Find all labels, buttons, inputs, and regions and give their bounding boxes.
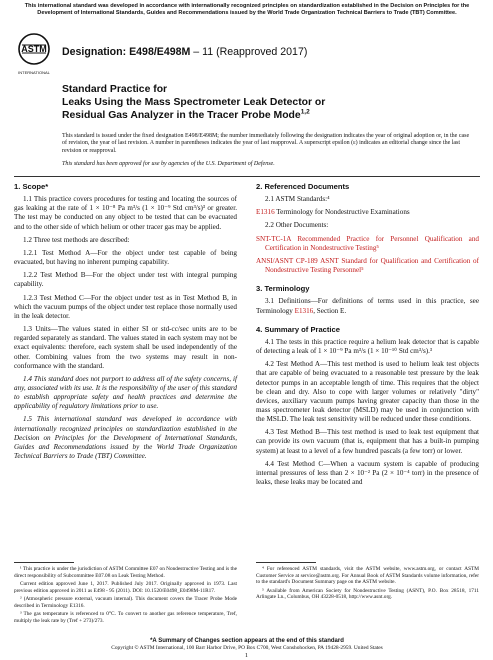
para-1-3: 1.3 Units—The values stated in either SI or std-cc/sec units are to be regarded separately as standard. The values stated in each system may not be exact equivalents: therefore, each system shall be used independently of the other. Combining values from the two systems may result in non-conformance with the standard. <box>14 325 237 370</box>
footnotes-left <box>14 566 237 626</box>
standard-note: This standard is issued under the fixed designation E498/E498M; the number immediately following the designation indicates the year of original adoption or, in the case of revision, the year of last revision. A number in parentheses indicates the year of last reapproval. A superscript epsilon (ε) indicates an editorial change since the last revision or reapproval. <box>62 133 470 154</box>
designation-suffix: – 11 (Reapproved 2017) <box>190 46 308 58</box>
footnote-divider-right <box>256 562 316 563</box>
approved-note: This standard has been approved for use by agencies of the U.S. Department of Defense. <box>62 161 275 167</box>
ref-e1316-title: Terminology for Nondestructive Examinations <box>274 208 410 217</box>
ref-ansi <box>256 257 479 275</box>
header-divider <box>14 176 480 177</box>
page-number: 1 <box>244 652 249 659</box>
ref-ansi-link[interactable]: ANSI/ASNT CP-189 <box>256 256 318 265</box>
ref-e1316-link[interactable]: E1316 <box>256 208 275 217</box>
top-notice: This international standard was developed in accordance with internationally recognized principles on standardization established in the Decision on Principles for the Development of International Standards, Guides and Recommendations issued by the World Trade Organization Technical Barriers to Trade (TBT) Committee. <box>24 3 470 16</box>
svg-text:INTERNATIONAL: INTERNATIONAL <box>18 70 50 75</box>
svg-text:ASTM: ASTM <box>21 44 47 54</box>
ref-snt-link[interactable]: SNT-TC-1A <box>256 234 292 243</box>
ref-snt-title[interactable]: Recommended Practice for Personnel Qualification and Certification in Nondestructive Testing⁵ <box>265 234 479 252</box>
footnote-divider-left <box>14 562 74 563</box>
footnote-5: ⁵ Available from American Society for Nondestructive Testing (ASNT), P.O. Box 28518, 1711 Arlingate Ln., Columbus, OH 43228-0518, http://www.asnt.org. <box>256 587 479 600</box>
section-heading-terminology: 3. Terminology <box>256 284 310 294</box>
left-column <box>14 182 237 465</box>
para-1-5: 1.5 This international standard was developed in accordance with internationally recognized principles on standardization established in the Decision on Principles for the Development of International Standards, Guides and Recommendations issued by the World Trade Organization Technical Barriers to Trade (TBT) Committee. <box>14 415 237 461</box>
document-title <box>62 83 472 122</box>
para-2-2: 2.2 Other Documents: <box>265 221 329 230</box>
para-1-2-2: 1.2.2 Test Method B—For the object under test with integral pumping capability. <box>14 271 237 289</box>
ref-e1316-inline[interactable]: E1316 <box>294 306 314 315</box>
para-4-4: 4.4 Test Method C—When a vacuum system is capable of producing internal pressures of less than 2 × 10⁻² Pa (2 × 10⁻⁴ torr) in the presence of leaks, these leaks may be located and <box>256 459 479 487</box>
footnote-1b: Current edition approved June 1, 2017. Published July 2017. Originally approved in 1973. Last previous edition approved in 2011 as E498 - 95 (2011). DOI: 10.1520/E0498_E0498M-11R17. <box>14 581 237 594</box>
para-4-1: 4.1 The tests in this practice require a helium leak detector that is capable of detecting a leak of 1 × 10⁻⁹ Pa m³/s (1 × 10⁻¹⁰ Std cm³/s).³ <box>256 337 479 356</box>
footnotes-right <box>256 566 479 603</box>
summary-of-changes-note: *A Summary of Changes section appears at the end of this standard <box>150 638 344 644</box>
footnote-3: ³ The gas temperature is referenced to 0°C. To convert to another gas reference temperature, Tref, multiply the leak rate by (Tref + 273)/273. <box>14 611 237 624</box>
para-3-1 <box>256 297 479 315</box>
para-1-2-3: 1.2.3 Test Method C—For the object under test as in Test Method B, in which the vacuum pumps of the object under test replace those normally used in the leak detector. <box>14 293 237 320</box>
astm-logo <box>14 32 54 78</box>
section-heading-scope: 1. Scope* <box>14 182 49 191</box>
para-1-4: 1.4 This standard does not purport to address all of the safety concerns, if any, associated with its use. It is the responsibility of the user of this standard to establish appropriate safety and health practices and determine the applicability of regulatory limitations prior to use. <box>14 374 237 411</box>
ref-e1316 <box>256 208 479 217</box>
title-line-3-text: Residual Gas Analyzer in the Tracer Probe Mode <box>62 110 301 121</box>
section-heading-summary: 4. Summary of Practice <box>256 324 340 334</box>
designation <box>62 46 307 58</box>
section-heading-referenced-documents: 2. Referenced Documents <box>256 182 350 191</box>
para-3-1-end: , Section E. <box>313 306 347 315</box>
para-3-1-text: 3.1 Definitions—For definitions of terms used in this practice, see Terminology <box>256 297 479 315</box>
designation-label: Designation: E498/E498M <box>62 46 191 58</box>
ref-snt <box>256 235 479 253</box>
footnote-2: ² (Atmospheric pressure external, vacuum internal). This document covers the Tracer Probe Mode described in Terminology E1316. <box>14 596 237 609</box>
para-1-2: 1.2 Three test methods are described: <box>23 235 130 244</box>
footnote-4: ⁴ For referenced ASTM standards, visit the ASTM website, www.astm.org, or contact ASTM Customer Service at service@astm.org. For Annual Book of ASTM Standards volume information, refer to the standard's Document Summary page on the ASTM website. <box>256 566 479 585</box>
right-column <box>256 182 479 491</box>
ref-ansi-title[interactable]: ASNT Standard for Qualification and Certification of Nondestructive Testing Personnel⁵ <box>265 256 479 275</box>
footnote-1: ¹ This practice is under the jurisdiction of ASTM Committee E07 on Nondestructive Testing and is the direct responsibility of Subcommittee E07.08 on Leak Testing Method. <box>14 566 237 579</box>
title-line-1: Standard Practice for <box>62 84 168 95</box>
title-line-2: Leaks Using the Mass Spectrometer Leak Detector or <box>62 97 326 108</box>
para-4-3: 4.3 Test Method B—This test method is used to leak test equipment that can provide its own vacuum (that is, equipment that has a built-in pumping system) at least to a level of a few hundred pascals (a few torr) or lower. <box>256 428 479 455</box>
para-1-1: 1.1 This practice covers procedures for testing and locating the sources of gas leaking at the rate of 1 × 10⁻⁸ Pa m³/s (1 × 10⁻⁹ Std cm³/s)³ or greater. The test may be conducted on any object to be tested that can be evacuated and to the other side of which helium or other tracer gas may be applied. <box>14 195 237 231</box>
copyright-line: Copyright © ASTM International, 100 Barr Harbor Drive, PO Box C700, West Conshohocken, PA 19428-2959. United States <box>111 645 383 651</box>
para-2-1: 2.1 ASTM Standards:⁴ <box>265 195 330 204</box>
title-line-3 <box>62 109 472 122</box>
title-footnote-mark: 1,2 <box>300 108 310 116</box>
para-4-2: 4.2 Test Method A—This test method is used to helium leak test objects that are capable of being evacuated to a reasonable test pressure by the leak detector pumps in an acceptable length of time. This requires that the object be clean and dry. Also to cope with larger volumes or relatively "dirty" devices, auxiliary vacuum pumps having greater capacity than those in the mass spectrometer leak detector (MSLD) may be used in conjunction with the MSLD. The leak test sensitivity will be reduced under these conditions. <box>256 360 479 424</box>
para-1-2-1: 1.2.1 Test Method A—For the object under test capable of being evacuated, but having no inherent pumping capability. <box>14 248 237 267</box>
